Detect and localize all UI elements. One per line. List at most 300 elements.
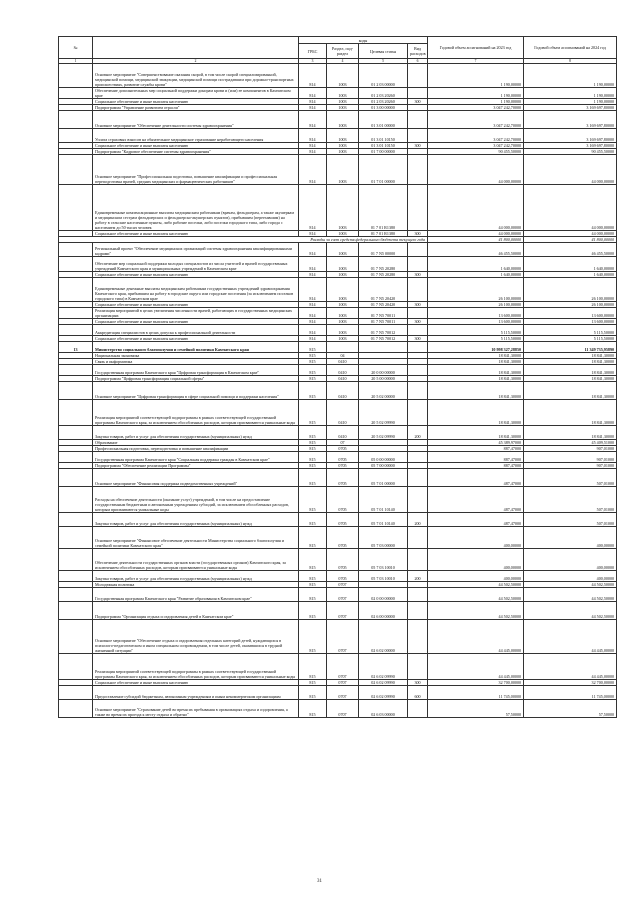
code-grbs: 814 xyxy=(299,336,327,342)
amount-2024: 41 800,00000 xyxy=(524,237,617,243)
table-row xyxy=(59,88,617,99)
row-number xyxy=(59,308,93,319)
header-2024: Годовой объем ассигнований на 2024 год xyxy=(524,37,617,59)
amount-2024: 18 841,30000 xyxy=(524,426,617,440)
code-target-article: 05 7 03 10010 xyxy=(359,571,408,582)
page-number: 31 xyxy=(317,879,322,884)
amount-2023: 44 502,50000 xyxy=(428,588,524,602)
row-number xyxy=(59,243,93,257)
amount-2024: 3 169 697,80000 xyxy=(524,105,617,111)
expense-name: Социальное обеспечение и иные выплаты населению xyxy=(93,143,299,149)
code-expense-type xyxy=(408,700,428,718)
code-target-article: 20 5 02 00000 xyxy=(359,382,408,400)
amount-2024: 11 349 735,95890 xyxy=(524,342,617,353)
row-number xyxy=(59,588,93,602)
expense-name: Подпрограмма "Обеспечение реализации Программы" xyxy=(93,463,299,469)
amount-2023: 5 115,50000 xyxy=(428,336,524,342)
amount-2024: 1 190,00000 xyxy=(524,99,617,105)
row-number xyxy=(59,325,93,336)
code-expense-type xyxy=(408,365,428,376)
code-grbs: 815 xyxy=(299,365,327,376)
code-expense-type: 300 xyxy=(408,302,428,308)
code-grbs: 815 xyxy=(299,359,327,365)
amount-2023: 18 841,30000 xyxy=(428,353,524,359)
code-target-article: 01 7 N5 70012 xyxy=(359,325,408,336)
code-razdel: 1003 xyxy=(327,325,359,336)
amount-2024: 45 409,51000 xyxy=(524,440,617,446)
code-target-article: 01 7 N5 70011 xyxy=(359,319,408,325)
amount-2024: 1 640,00000 xyxy=(524,272,617,278)
code-expense-type: 300 xyxy=(408,336,428,342)
amount-2024: 3 169 697,80000 xyxy=(524,143,617,149)
expense-name: Обеспечение мер социальной поддержки молодых специалистов из числа учителей и врачей государственных учреждений Камчатского края и муниципальных учреждений в Камчатском крае xyxy=(93,257,299,272)
amount-2024: 13 600,00000 xyxy=(524,319,617,325)
code-expense-type: 300 xyxy=(408,319,428,325)
amount-2023: 18 841,30000 xyxy=(428,359,524,365)
expense-name: Социальное обеспечение и иные выплаты населению xyxy=(93,336,299,342)
amount-2023: 487,47000 xyxy=(428,513,524,527)
code-target-article: 01 2 03 20260 xyxy=(359,88,408,99)
amount-2024: 44 502,50000 xyxy=(524,588,617,602)
amount-2024: 507,01000 xyxy=(524,513,617,527)
expense-name: Предоставление субсидий бюджетным, автономным учреждениям и иным некоммерческим организациям xyxy=(93,686,299,700)
code-expense-type xyxy=(408,243,428,257)
code-target-article: 02 6 02 09990 xyxy=(359,654,408,680)
header-2023: Годовой объем ассигнований на 2023 год xyxy=(428,37,524,59)
expense-name: Социальное обеспечение и иные выплаты населению xyxy=(93,99,299,105)
row-number xyxy=(59,111,93,129)
expense-name: Основное мероприятие "Обеспечение деятельности системы здравоохранения" xyxy=(93,111,299,129)
code-razdel: 0410 xyxy=(327,426,359,440)
amount-2023: 1 190,00000 xyxy=(428,88,524,99)
code-razdel: 1003 xyxy=(327,302,359,308)
amount-2023: 18 841,30000 xyxy=(428,365,524,376)
code-target-article: 01 7 N5 20280 xyxy=(359,257,408,272)
code-target-article: 01 3 01 10150 xyxy=(359,143,408,149)
code-target-article: 01 7 00 00000 xyxy=(359,149,408,155)
code-grbs: 815 xyxy=(299,382,327,400)
table-row xyxy=(59,602,617,620)
table-row xyxy=(59,654,617,680)
code-razdel: 1003 xyxy=(327,231,359,237)
code-target-article: 01 3 01 10150 xyxy=(359,129,408,143)
row-number xyxy=(59,487,93,513)
code-razdel: 0410 xyxy=(327,359,359,365)
code-razdel: 0705 xyxy=(327,469,359,487)
code-target-article: 01 7 N5 20420 xyxy=(359,278,408,302)
code-expense-type xyxy=(408,88,428,99)
code-razdel: 0410 xyxy=(327,382,359,400)
amount-2023: 44 000,00000 xyxy=(428,231,524,237)
row-number xyxy=(59,700,93,718)
amount-2023: 3 047 242,70000 xyxy=(428,111,524,129)
code-target-article: 05 7 01 00000 xyxy=(359,469,408,487)
amount-2024: 18 841,30000 xyxy=(524,376,617,382)
code-razdel: 0705 xyxy=(327,513,359,527)
code-grbs: 814 xyxy=(299,111,327,129)
expense-name: Социальное обеспечение и иные выплаты населению xyxy=(93,272,299,278)
header-vid: Вид расходов xyxy=(408,44,428,59)
code-grbs: 815 xyxy=(299,353,327,359)
code-razdel: 1003 xyxy=(327,143,359,149)
amount-2023: 487,47000 xyxy=(428,487,524,513)
code-expense-type: 600 xyxy=(408,686,428,700)
amount-2023: 3 047 242,70000 xyxy=(428,129,524,143)
amount-2023: 487,47000 xyxy=(428,469,524,487)
code-grbs: 815 xyxy=(299,452,327,463)
amount-2024: 13 600,00000 xyxy=(524,308,617,319)
table-row xyxy=(59,342,617,353)
row-number xyxy=(59,602,93,620)
code-target-article: 02 6 00 00000 xyxy=(359,602,408,620)
expense-name: Основное мероприятие "Финансовое обеспечение деятельности Министерства социального благополучия и семейной политики Камчатского края" xyxy=(93,527,299,549)
code-grbs: 815 xyxy=(299,654,327,680)
code-razdel: 0410 xyxy=(327,376,359,382)
code-grbs: 814 xyxy=(299,143,327,149)
code-razdel: 1003 xyxy=(327,185,359,231)
header-razdel: Раздел, под-раздел xyxy=(327,44,359,59)
code-razdel: 1003 xyxy=(327,64,359,88)
budget-table xyxy=(58,36,617,718)
code-target-article: 01 7 N5 00000 xyxy=(359,243,408,257)
code-grbs: 814 xyxy=(299,257,327,272)
code-expense-type xyxy=(408,278,428,302)
column-number: 4 xyxy=(327,59,359,64)
amount-2024: 907,01000 xyxy=(524,452,617,463)
row-number xyxy=(59,686,93,700)
amount-2023: 46 455,50000 xyxy=(428,243,524,257)
amount-2023: 1 190,00000 xyxy=(428,64,524,88)
amount-2024: 18 841,30000 xyxy=(524,400,617,426)
code-grbs: 815 xyxy=(299,487,327,513)
code-razdel: 04 xyxy=(327,353,359,359)
expense-name: Аккредитация специалистов в целях допуска к профессиональной деятельности xyxy=(93,325,299,336)
amount-2024: 400,00000 xyxy=(524,571,617,582)
expense-name: Государственная программа Камчатского края "Цифровая трансформация в Камчатском крае" xyxy=(93,365,299,376)
code-target-article: 20 5 00 00000 xyxy=(359,376,408,382)
code-expense-type xyxy=(408,64,428,88)
code-target-article: 20 0 00 00000 xyxy=(359,365,408,376)
code-target-article: 01 7 01 R1380 xyxy=(359,185,408,231)
code-target-article: 01 3 01 00000 xyxy=(359,111,408,129)
expense-name: Основное мероприятие "Совершенствование оказания скорой, в том числе скорой специализированной, медицинской помощи, медицинской эвакуации, медицинской помощи пострадавшим при дорожно-транспортных происшествиях, развитие службы крови" xyxy=(93,64,299,88)
header-name xyxy=(93,37,299,59)
expense-name: Подпрограмма "Кадровое обеспечение системы здравоохранения" xyxy=(93,149,299,155)
row-number xyxy=(59,382,93,400)
expense-name: Социальное обеспечение и иные выплаты населению xyxy=(93,680,299,686)
code-razdel: 1003 xyxy=(327,149,359,155)
code-grbs: 815 xyxy=(299,700,327,718)
amount-2024: 26 100,00000 xyxy=(524,278,617,302)
row-number xyxy=(59,155,93,185)
code-expense-type: 200 xyxy=(408,426,428,440)
code-target-article: 01 7 N5 20280 xyxy=(359,272,408,278)
amount-2024: 18 841,30000 xyxy=(524,365,617,376)
code-target-article: 01 7 01 R1380 xyxy=(359,231,408,237)
table-row xyxy=(59,452,617,463)
table-header xyxy=(59,37,617,64)
amount-2023: 10 998 327,28850 xyxy=(428,342,524,353)
table-row xyxy=(59,469,617,487)
expense-name: Молодежная политика xyxy=(93,582,299,588)
code-razdel: 0707 xyxy=(327,654,359,680)
amount-2024: 1 640,00000 xyxy=(524,257,617,272)
expense-name: Министерство социального благополучия и семейной политики Камчатского края xyxy=(93,342,299,353)
code-expense-type: 300 xyxy=(408,231,428,237)
table-row xyxy=(59,513,617,527)
table-row xyxy=(59,365,617,376)
code-razdel: 1003 xyxy=(327,129,359,143)
code-grbs: 814 xyxy=(299,129,327,143)
code-expense-type xyxy=(408,400,428,426)
expense-name: Основное мероприятие "Страхование детей во время их пребывания в организациях отдыха и оздоровления, а также во время их проезда к месту отдыха и обратно" xyxy=(93,700,299,718)
amount-2023: 32 700,00000 xyxy=(428,680,524,686)
code-razdel: 0707 xyxy=(327,582,359,588)
amount-2024: 400,00000 xyxy=(524,549,617,571)
code-razdel: 1003 xyxy=(327,99,359,105)
table-row xyxy=(59,382,617,400)
table-row xyxy=(59,111,617,129)
table-row xyxy=(59,700,617,718)
code-grbs: 815 xyxy=(299,602,327,620)
code-grbs: 815 xyxy=(299,680,327,686)
amount-2024: 3 169 697,80000 xyxy=(524,129,617,143)
amount-2024: 18 841,30000 xyxy=(524,359,617,365)
code-razdel: 0705 xyxy=(327,463,359,469)
amount-2023: 57,50000 xyxy=(428,700,524,718)
row-number xyxy=(59,185,93,231)
table-row xyxy=(59,571,617,582)
amount-2024: 44 445,00000 xyxy=(524,620,617,654)
amount-2024: 507,01000 xyxy=(524,487,617,513)
code-expense-type xyxy=(408,257,428,272)
code-expense-type xyxy=(408,469,428,487)
column-number: 5 xyxy=(359,59,408,64)
amount-2023: 887,47000 xyxy=(428,463,524,469)
code-target-article: 01 3 00 00000 xyxy=(359,105,408,111)
amount-2023: 1 640,00000 xyxy=(428,272,524,278)
expense-name: Социальное обеспечение и иные выплаты населению xyxy=(93,319,299,325)
code-target-article xyxy=(359,342,408,353)
row-number xyxy=(59,365,93,376)
amount-2023: 44 445,00000 xyxy=(428,620,524,654)
code-target-article: 05 0 00 00000 xyxy=(359,452,408,463)
code-grbs: 815 xyxy=(299,446,327,452)
code-expense-type xyxy=(408,549,428,571)
row-number xyxy=(59,513,93,527)
amount-2024: 46 455,50000 xyxy=(524,243,617,257)
code-target-article: 01 7 01 00000 xyxy=(359,155,408,185)
code-razdel: 0410 xyxy=(327,400,359,426)
table-body xyxy=(59,64,617,718)
funding-note: Расходы за счет средств федерального бюджета текущего года xyxy=(59,237,428,243)
amount-2023: 11 745,00000 xyxy=(428,686,524,700)
code-razdel: 1003 xyxy=(327,88,359,99)
expense-name: Реализация мероприятий соответствующей подпрограммы в рамках соответствующей государственной программы Камчатского края, за исключением обособленных расходов, которым присваиваются уникальные коды xyxy=(93,400,299,426)
code-grbs: 815 xyxy=(299,549,327,571)
code-razdel: 1003 xyxy=(327,308,359,319)
amount-2023: 44 502,50000 xyxy=(428,602,524,620)
code-razdel: 1003 xyxy=(327,243,359,257)
expense-name: Социальное обеспечение и иные выплаты населению xyxy=(93,231,299,237)
row-number xyxy=(59,88,93,99)
expense-name: Национальная экономика xyxy=(93,353,299,359)
amount-2024: 32 700,00000 xyxy=(524,680,617,686)
row-number xyxy=(59,278,93,302)
row-number: 13 xyxy=(59,342,93,353)
code-razdel: 0705 xyxy=(327,487,359,513)
expense-name: Обеспечение деятельности государственных органов власти (государственных органов) Камчатского края, за исключением обособленных расходов, которым присваиваются уникальные коды xyxy=(93,549,299,571)
expense-name: Уплата страховых взносов на обязательное медицинское страхование неработающего населения xyxy=(93,129,299,143)
code-grbs: 815 xyxy=(299,426,327,440)
table-row xyxy=(59,64,617,88)
amount-2023: 26 100,00000 xyxy=(428,302,524,308)
code-razdel: 0707 xyxy=(327,680,359,686)
code-grbs: 814 xyxy=(299,308,327,319)
amount-2023: 26 100,00000 xyxy=(428,278,524,302)
amount-2023: 400,00000 xyxy=(428,571,524,582)
expense-name: Закупка товаров, работ и услуг для обеспечения государственных (муниципальных) нужд xyxy=(93,513,299,527)
row-number xyxy=(59,129,93,143)
amount-2023: 887,47000 xyxy=(428,446,524,452)
amount-2023: 3 047 242,70000 xyxy=(428,143,524,149)
amount-2023: 18 841,30000 xyxy=(428,382,524,400)
row-number xyxy=(59,257,93,272)
expense-name: Подпрограмма "Управление развитием отрасли" xyxy=(93,105,299,111)
table-row xyxy=(59,185,617,231)
code-razdel: 0410 xyxy=(327,365,359,376)
row-number xyxy=(59,549,93,571)
header-codes: коды xyxy=(299,37,428,44)
amount-2023: 45 389,97000 xyxy=(428,440,524,446)
amount-2024: 26 100,00000 xyxy=(524,302,617,308)
amount-2024: 57,50000 xyxy=(524,700,617,718)
code-grbs: 815 xyxy=(299,571,327,582)
amount-2023: 887,47000 xyxy=(428,452,524,463)
table-row xyxy=(59,129,617,143)
code-grbs: 814 xyxy=(299,88,327,99)
code-razdel: 0705 xyxy=(327,549,359,571)
amount-2023: 44 445,00000 xyxy=(428,654,524,680)
header-num: № xyxy=(59,37,93,59)
code-target-article: 01 2 03 00000 xyxy=(359,64,408,88)
code-expense-type: 300 xyxy=(408,680,428,686)
table-row xyxy=(59,325,617,336)
row-number xyxy=(59,654,93,680)
code-grbs: 815 xyxy=(299,686,327,700)
amount-2023: 400,00000 xyxy=(428,527,524,549)
amount-2024: 907,01000 xyxy=(524,446,617,452)
code-grbs: 814 xyxy=(299,149,327,155)
amount-2024: 5 115,50000 xyxy=(524,336,617,342)
code-expense-type: 300 xyxy=(408,143,428,149)
header-grbs: ГРБС xyxy=(299,44,327,59)
amount-2024: 907,01000 xyxy=(524,463,617,469)
code-target-article: 02 6 02 00000 xyxy=(359,620,408,654)
table-row xyxy=(59,549,617,571)
expense-name: Региональный проект "Обеспечение медицинских организаций системы здравоохранения квалифицированными кадрами" xyxy=(93,243,299,257)
code-expense-type: 300 xyxy=(408,99,428,105)
expense-name: Обеспечение дополнительных мер социальной поддержки донорам крови и (или) ее компонентов в Камчатском крае xyxy=(93,88,299,99)
table-row xyxy=(59,620,617,654)
code-razdel: 0707 xyxy=(327,686,359,700)
expense-name: Государственная программа Камчатского края "Развитие образования в Камчатском крае" xyxy=(93,588,299,602)
code-grbs: 815 xyxy=(299,376,327,382)
budget-sheet xyxy=(58,36,616,718)
code-razdel: 0705 xyxy=(327,571,359,582)
table-row xyxy=(59,155,617,185)
expense-name: Государственная программа Камчатского края "Социальная поддержка граждан в Камчатском крае" xyxy=(93,452,299,463)
code-target-article: 01 7 N5 70012 xyxy=(359,336,408,342)
amount-2024: 44 000,00000 xyxy=(524,185,617,231)
table-row xyxy=(59,400,617,426)
amount-2023: 18 841,30000 xyxy=(428,400,524,426)
table-row xyxy=(59,588,617,602)
code-expense-type xyxy=(408,111,428,129)
amount-2024: 1 190,00000 xyxy=(524,64,617,88)
expense-name: Расходы на обеспечение деятельности (оказание услуг) учреждений, в том числе на предоставление государственным бюджетным и автономным учреждениям субсидий, за исключением обособленных расходов, которым присваиваются уникальные коды xyxy=(93,487,299,513)
amount-2023: 18 841,30000 xyxy=(428,426,524,440)
column-number: 3 xyxy=(299,59,327,64)
code-target-article: 05 7 01 10140 xyxy=(359,487,408,513)
expense-name: Закупка товаров, работ и услуг для обеспечения государственных (муниципальных) нужд xyxy=(93,426,299,440)
amount-2024: 11 745,00000 xyxy=(524,686,617,700)
code-razdel: 1003 xyxy=(327,278,359,302)
code-grbs: 815 xyxy=(299,440,327,446)
expense-name: Подпрограмма "Организация отдыха и оздоровления детей в Камчатском крае" xyxy=(93,602,299,620)
table-row xyxy=(59,257,617,272)
code-grbs: 815 xyxy=(299,342,327,353)
expense-name: Основное мероприятие "Профессиональная подготовка, повышение квалификации и профессиональная переподготовка врачей, средних медицинских и фармацевтических работников" xyxy=(93,155,299,185)
amount-2024: 44 000,00000 xyxy=(524,231,617,237)
amount-2023: 1 190,00000 xyxy=(428,99,524,105)
amount-2023: 44 502,50000 xyxy=(428,582,524,588)
code-grbs: 815 xyxy=(299,620,327,654)
code-razdel: 0705 xyxy=(327,452,359,463)
code-expense-type xyxy=(408,382,428,400)
amount-2024: 400,00000 xyxy=(524,527,617,549)
code-target-article: 20 5 02 09990 xyxy=(359,426,408,440)
expense-name: Реализация мероприятий в целях увеличения численности врачей, работающих в государственных медицинских организациях xyxy=(93,308,299,319)
code-grbs: 814 xyxy=(299,278,327,302)
table-row xyxy=(59,527,617,549)
code-expense-type xyxy=(408,342,428,353)
row-number xyxy=(59,571,93,582)
expense-name: Подпрограмма "Цифровая трансформация социальной сферы" xyxy=(93,376,299,382)
code-target-article: 01 7 N5 70011 xyxy=(359,308,408,319)
code-expense-type xyxy=(408,527,428,549)
code-grbs: 814 xyxy=(299,105,327,111)
code-razdel: 0705 xyxy=(327,446,359,452)
code-razdel: 1003 xyxy=(327,336,359,342)
code-target-article: 02 6 02 09990 xyxy=(359,686,408,700)
code-target-article: 02 6 03 00000 xyxy=(359,700,408,718)
code-expense-type xyxy=(408,325,428,336)
row-number xyxy=(59,620,93,654)
amount-2023: 13 600,00000 xyxy=(428,308,524,319)
expense-name: Образование xyxy=(93,440,299,446)
amount-2024: 507,01000 xyxy=(524,469,617,487)
amount-2023: 90 455,50000 xyxy=(428,149,524,155)
amount-2023: 400,00000 xyxy=(428,549,524,571)
code-expense-type: 200 xyxy=(408,571,428,582)
expense-name: Закупка товаров, работ и услуг для обеспечения государственных (муниципальных) нужд xyxy=(93,571,299,582)
code-grbs: 815 xyxy=(299,400,327,426)
code-razdel: 1003 xyxy=(327,257,359,272)
amount-2023: 5 115,50000 xyxy=(428,325,524,336)
code-razdel: 0705 xyxy=(327,527,359,549)
column-number: 2 xyxy=(93,59,299,64)
